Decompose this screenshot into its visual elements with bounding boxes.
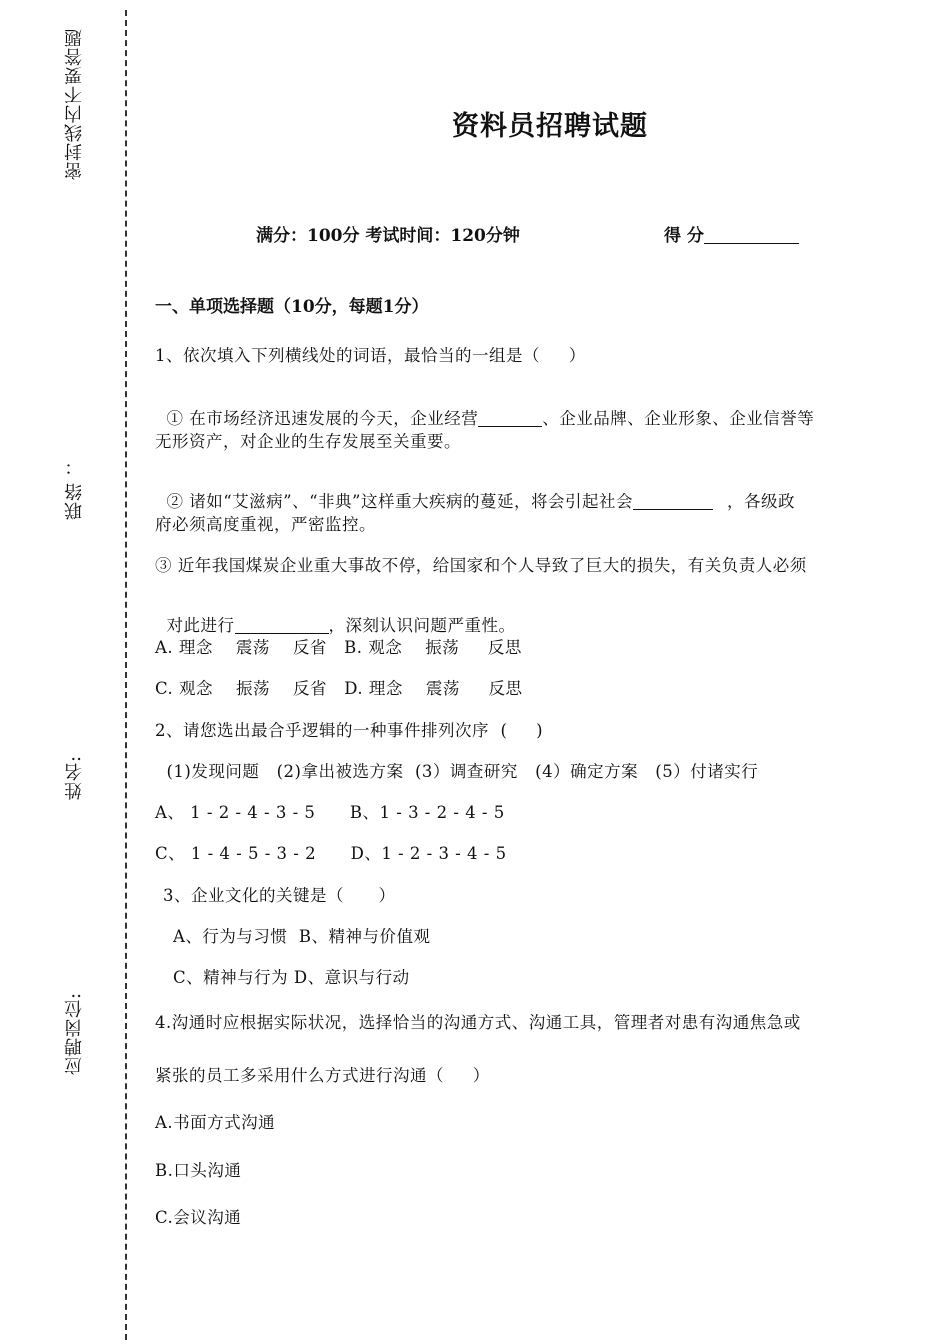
q1-s3-text-b: 对此进行 xyxy=(166,616,235,635)
q1-s1-text-c: 无形资产，对企业的生存发展至关重要。 xyxy=(155,432,461,451)
score-time-info: 满分：100分 考试时间：120分钟 xyxy=(256,226,520,246)
section-heading: 一、单项选择题（10分，每题1分） xyxy=(155,297,429,317)
q1-s1-text-b: 、企业品牌、企业形象、企业信誉等 xyxy=(542,409,815,428)
q2-options-ab: A、 1 - 2 - 4 - 3 - 5 B、1 - 3 - 2 - 4 - 5 xyxy=(155,803,505,822)
q4-stem-line1: 4.沟通时应根据实际状况，选择恰当的沟通方式、沟通工具，管理者对患有沟通焦急或 xyxy=(155,1013,801,1032)
q1-s3-blank[interactable] xyxy=(235,616,329,634)
seal-dashed-line xyxy=(125,10,127,1340)
q1-sentence3-line2 xyxy=(155,593,516,636)
score-blank[interactable] xyxy=(704,225,799,244)
post-label: 应聘岗位: xyxy=(64,991,85,1075)
q1-s2-blank[interactable] xyxy=(633,492,713,510)
q1-options-cd: C. 观念 振荡 反省 D. 理念 震荡 反思 xyxy=(155,679,523,698)
q3-options-ab: A、行为与习惯 B、精神与价值观 xyxy=(173,927,431,946)
seal-notice: 密封线内不要答题 xyxy=(64,28,85,180)
q2-options-cd: C、 1 - 4 - 5 - 3 - 2 D、1 - 2 - 3 - 4 - 5 xyxy=(155,844,507,863)
q1-s2-text-a: ② 诸如“艾滋病”、“非典”这样重大疾病的蔓延，将会引起社会 xyxy=(166,492,633,511)
q1-sentence1-line1 xyxy=(155,386,814,429)
q1-s1-blank[interactable] xyxy=(478,409,542,427)
q4-option-b: B.口头沟通 xyxy=(155,1161,242,1180)
q1-stem: 1、依次填入下列横线处的词语，最恰当的一组是（ ） xyxy=(155,346,586,365)
q4-option-c: C.会议沟通 xyxy=(155,1208,242,1227)
q1-s1-text-a: ① 在市场经济迅速发展的今天，企业经营 xyxy=(166,409,479,428)
q3-options-cd: C、精神与行为 D、意识与行动 xyxy=(173,968,410,987)
contact-label: 联络 ： xyxy=(64,456,85,520)
q2-items: (1)发现问题 (2)拿出被选方案 (3）调查研究 (4）确定方案 (5）付诸实行 xyxy=(155,762,759,781)
q1-s2-text-c: 府必须高度重视，严密监控。 xyxy=(155,515,376,534)
page-title: 资料员招聘试题 xyxy=(452,111,648,142)
q1-options-ab: A. 理念 震荡 反省 B. 观念 振荡 反思 xyxy=(155,638,522,657)
q4-option-a: A.书面方式沟通 xyxy=(155,1113,276,1132)
q4-stem-line2: 紧张的员工多采用什么方式进行沟通（ ） xyxy=(155,1066,490,1085)
q1-sentence2-line1 xyxy=(155,469,795,512)
q1-s2-text-b: ，各级政 xyxy=(727,492,795,511)
q2-stem: 2、请您选出最合乎逻辑的一种事件排列次序 ( ) xyxy=(155,721,544,740)
score-label: 得 分 xyxy=(664,226,704,246)
score-field xyxy=(664,221,799,246)
q1-s3-text-a: ③ 近年我国煤炭企业重大事故不停，给国家和个人导致了巨大的损失，有关负责人必须 xyxy=(155,556,807,575)
name-label: 姓名: xyxy=(64,754,85,800)
q1-s3-text-c: ，深刻认识问题严重性。 xyxy=(328,616,516,635)
q3-stem: 3、企业文化的关键是（ ） xyxy=(163,886,396,905)
